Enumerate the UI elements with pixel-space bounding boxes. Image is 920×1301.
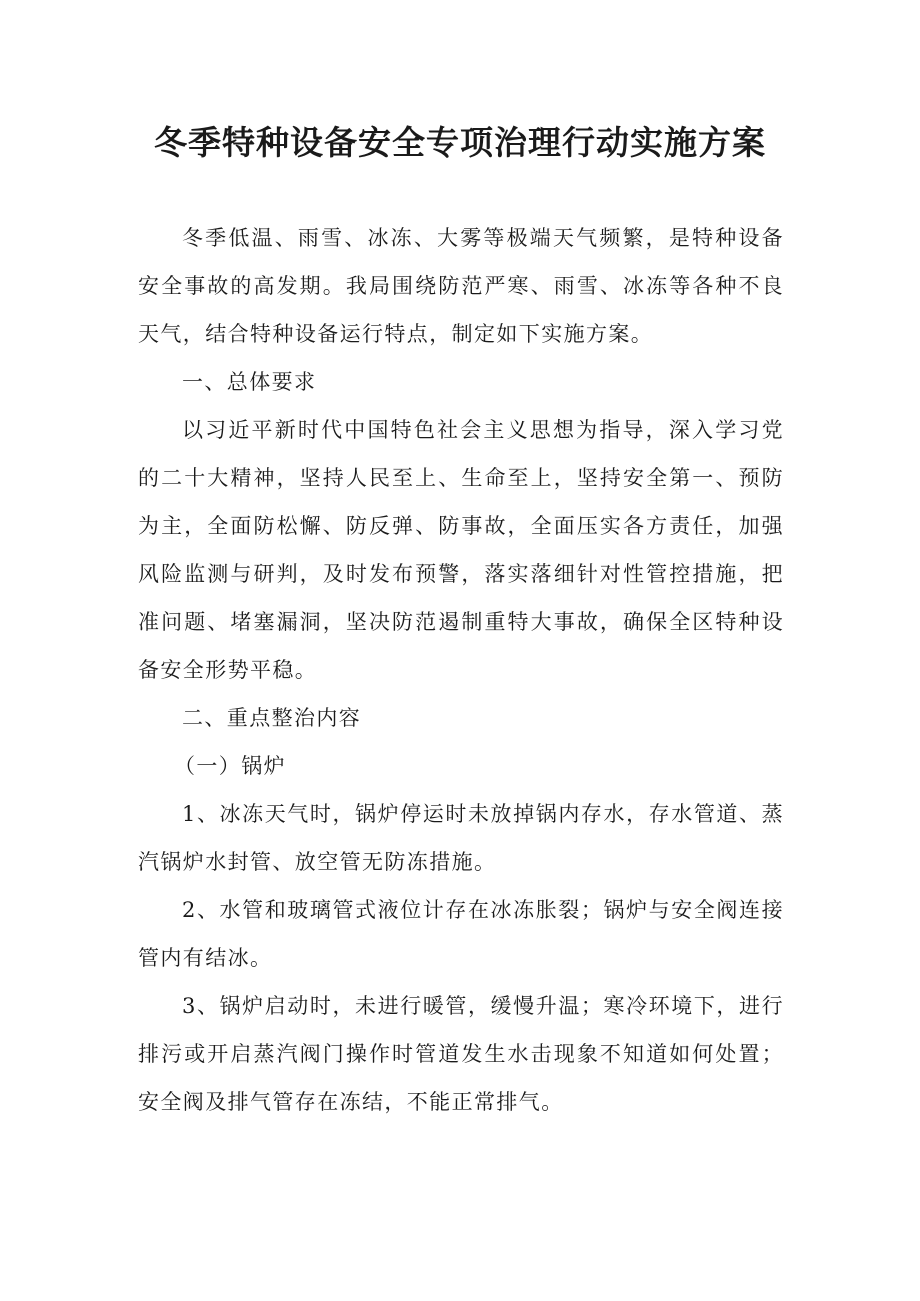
boiler-item-1: 1、冰冻天气时，锅炉停运时未放掉锅内存水，存水管道、蒸汽锅炉水封管、放空管无防冻措施。 <box>138 802 784 874</box>
intro-paragraph: 冬季低温、雨雪、冰冻、大雾等极端天气频繁，是特种设备安全事故的高发期。我局围绕防范严寒、雨雪、冰冻等各种不良天气，结合特种设备运行特点，制定如下实施方案。 <box>138 226 784 346</box>
document-body <box>138 214 784 1126</box>
document-title: 冬季特种设备安全专项治理行动实施方案 <box>154 123 766 162</box>
section-heading-general-requirements: 一、总体要求 <box>182 370 317 394</box>
general-requirements-paragraph: 以习近平新时代中国特色社会主义思想为指导，深入学习党的二十大精神，坚持人民至上、生命至上，坚持安全第一、预防为主，全面防松懈、防反弹、防事故，全面压实各方责任，加强风险监测与研判，及时发布预警，落实落细针对性管控措施，把准问题、堵塞漏洞，坚决防范遏制重特大事故，确保全区特种设备安全形势平稳。 <box>138 418 784 682</box>
section-heading-key-rectification: 二、重点整治内容 <box>182 706 362 730</box>
boiler-item-2: 2、水管和玻璃管式液位计存在冰冻胀裂；锅炉与安全阀连接管内有结冰。 <box>138 898 784 970</box>
subsection-heading-boiler: （一）锅炉 <box>174 754 286 778</box>
boiler-item-3: 3、锅炉启动时，未进行暖管，缓慢升温；寒冷环境下，进行排污或开启蒸汽阀门操作时管道发生水击现象不知道如何处置；安全阀及排气管存在冻结，不能正常排气。 <box>138 994 784 1114</box>
